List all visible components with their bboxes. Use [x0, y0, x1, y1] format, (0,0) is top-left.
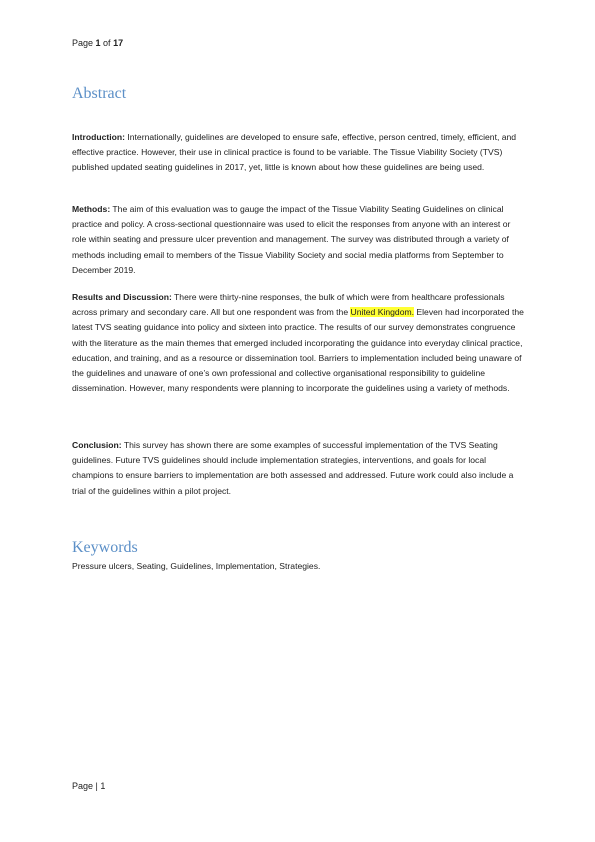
highlighted-text: United Kingdom.	[350, 307, 415, 318]
page-header	[72, 38, 123, 48]
page-header-of: of	[100, 38, 114, 48]
methods-paragraph	[72, 202, 524, 278]
results-label: Results and Discussion:	[72, 292, 172, 302]
introduction-text: Internationally, guidelines are developed to ensure safe, effective, person centred, timely, efficient, and effective practice. However, their use in clinical practice is found to be variable. The Tissue Viability Society (TVS) published updated seating guidelines in 2017, yet, little is known about how these guidelines are being used.	[72, 132, 517, 173]
introduction-label: Introduction:	[72, 132, 125, 142]
abstract-heading: Abstract	[72, 85, 127, 102]
introduction-paragraph	[72, 130, 524, 176]
results-paragraph	[72, 290, 524, 396]
page-current-number: 1	[95, 38, 101, 48]
keywords-heading: Keywords	[72, 539, 138, 556]
conclusion-label: Conclusion:	[72, 440, 122, 450]
results-text-after: Eleven had incorporated the latest TVS seating guidance into policy and sixteen into practice. The results of our survey demonstrates congruence with the literature as the main themes that emerged included incorporating the guidance into everyday clinical practice, education, and training, and as a resource or dissemination tool. Barriers to implementation included being unaware of the guidelines and unaware of one’s own professional and collective organisational responsibility to guideline dissemination. However, many respondents were planning to incorporate the guidelines using a variety of methods.	[72, 307, 524, 394]
conclusion-paragraph	[72, 438, 524, 499]
conclusion-text: This survey has shown there are some examples of successful implementation of the TVS Seating guidelines. Future TVS guidelines should include implementation strategies, interventions, and goals for local champions to ensure barriers to implementation are both assessed and addressed. Future work could also include a trial of the guidelines within a pilot project.	[72, 440, 514, 496]
results-text-before: There were thirty-nine responses, the bulk of which were from healthcare professionals across primary and secondary care. All but one respondent was from the	[72, 292, 505, 318]
page-total-number: 17	[113, 38, 124, 48]
page-header-prefix: Page	[72, 38, 96, 48]
page-footer: Page | 1	[72, 781, 106, 791]
methods-text: The aim of this evaluation was to gauge the impact of the Tissue Viability Seating Guidelines on clinical practice and policy. A cross-sectional questionnaire was used to elicit the responses from anyone with an interest or role within seating and pressure ulcer prevention and management. The survey was distributed through a variety of methods including email to members of the Tissue Viability Society and social media platforms from September to December 2019.	[72, 204, 511, 275]
keywords-list: Pressure ulcers, Seating, Guidelines, Implementation, Strategies.	[72, 561, 321, 571]
methods-label: Methods:	[72, 204, 111, 214]
